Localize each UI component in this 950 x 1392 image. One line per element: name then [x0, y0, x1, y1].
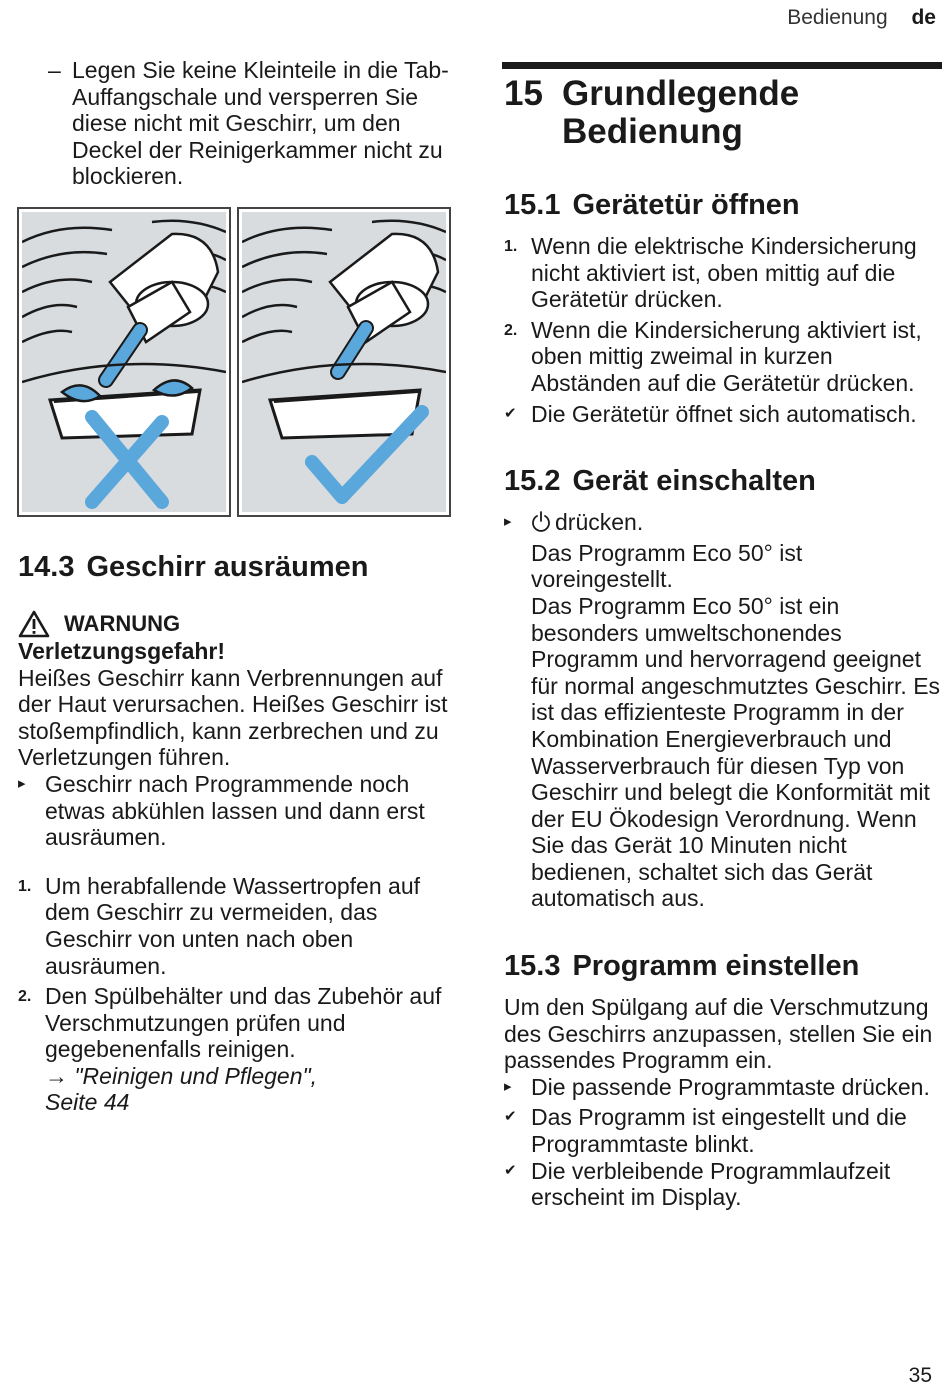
section-14-3-heading — [18, 551, 458, 583]
header-lang: de — [911, 6, 936, 29]
action-text: drücken. — [555, 509, 644, 536]
section-number: 15.3 — [504, 950, 561, 983]
chapter-title-line-1: Grundlegende — [562, 74, 800, 113]
list-item — [18, 873, 458, 979]
step-text: Wenn die elektrische Kindersicherung nicht aktiviert ist, oben mittig auf die Gerätetür drücken. — [531, 233, 917, 313]
step-number: 1. — [504, 238, 518, 255]
result-item — [504, 1104, 942, 1157]
warning-heading — [18, 610, 458, 638]
power-icon — [531, 511, 551, 533]
paragraph: Das Programm Eco 50° ist voreingestellt. — [531, 539, 803, 593]
result-text: Das Programm ist eingestellt und die Programmtaste blinkt. — [531, 1104, 907, 1158]
warning-text: Heißes Geschirr kann Verbrennungen auf der Haut verursachen. Heißes Geschirr ist stoßempfindlich, kann zerbrechen und zu Verletzungen führen. — [18, 664, 448, 771]
result-text: Die Gerätetür öffnet sich automatisch. — [531, 400, 917, 427]
figure-pair — [17, 207, 458, 517]
xref-line-2: Seite 44 — [45, 1089, 130, 1116]
intro-text: Legen Sie keine Kleinteile in die Tab-Auffangschale und versperren Sie diese nicht mit Geschirr, um den Deckel der Reinigerkammer nicht zu blockieren. — [72, 57, 449, 190]
check-icon: ✔ — [504, 404, 517, 422]
triangle-right-icon: ▸ — [18, 774, 26, 792]
chapter-title-line-2: Bedienung — [562, 112, 743, 151]
check-icon: ✔ — [504, 1108, 517, 1126]
step-text: Den Spülbehälter und das Zubehör auf Verschmutzungen prüfen und gegebenenfalls reinigen. — [45, 983, 442, 1063]
check-icon: ✔ — [504, 1161, 517, 1179]
result-text: Die verbleibende Programmlaufzeit erscheint im Display. — [531, 1157, 891, 1211]
warning-triangle-icon — [18, 610, 50, 638]
section-title: Gerät einschalten — [572, 465, 816, 498]
intro-note — [18, 57, 458, 190]
page-number: 35 — [908, 1364, 932, 1387]
figure-wrong — [17, 207, 231, 517]
warning-label: WARNUNG — [64, 610, 181, 636]
action-item — [504, 1074, 942, 1101]
chapter-number: 15 — [504, 74, 543, 113]
section-15-2-heading — [504, 465, 942, 497]
figure-correct — [237, 207, 451, 517]
step-number: 2. — [504, 321, 518, 339]
triangle-right-icon: ▸ — [504, 1077, 512, 1095]
dishwasher-correct-illustration — [242, 212, 446, 512]
action-item — [504, 509, 942, 536]
step-text: Wenn die Kindersicherung aktiviert ist, oben mittig zweimal in kurzen Abständen auf die Gerätetür drücken. — [531, 316, 922, 396]
chapter-rule — [502, 62, 942, 69]
section-title: Programm einstellen — [572, 950, 860, 983]
header-section: Bedienung — [787, 6, 888, 29]
warning-action — [18, 771, 458, 851]
cross-reference-link[interactable] — [45, 1063, 458, 1116]
xref-line-1: → "Reinigen und Pflegen", — [45, 1062, 318, 1089]
warning-action-text: Geschirr nach Programmende noch etwas abkühlen lassen und dann erst ausräumen. — [45, 770, 425, 851]
dash-marker: – — [48, 57, 61, 83]
section-number: 15.1 — [504, 189, 561, 221]
list-item — [18, 983, 458, 1116]
triangle-right-icon: ▸ — [504, 513, 512, 531]
step-number: 1. — [18, 877, 32, 895]
step-number: 2. — [18, 988, 32, 1006]
right-column — [504, 62, 942, 1211]
result-item — [504, 1158, 942, 1211]
list-item — [504, 233, 942, 313]
section-15-1-heading — [504, 189, 942, 221]
left-column — [18, 57, 458, 1116]
list-item — [504, 317, 942, 397]
dishwasher-wrong-illustration — [22, 212, 226, 512]
chapter-heading — [504, 75, 942, 151]
section-number: 14.3 — [18, 550, 75, 583]
page-header — [787, 6, 936, 30]
action-text: Die passende Programmtaste drücken. — [531, 1073, 930, 1100]
section-15-3-heading — [504, 950, 942, 982]
result-item — [504, 401, 942, 428]
paragraph: Um den Spülgang auf die Verschmutzung des Geschirrs anzupassen, stellen Sie ein passendes Programm ein. — [504, 994, 933, 1074]
step-text: Um herabfallende Wassertropfen auf dem Geschirr zu vermeiden, das Geschirr von unten nach oben ausräumen. — [45, 872, 421, 979]
warning-headline: Verletzungsgefahr! — [18, 637, 226, 664]
section-title: Geschirr ausräumen — [86, 550, 369, 583]
paragraph: Das Programm Eco 50° ist ein besonders umweltschonendes Programm und hervorragend geeignet für normal angeschmutztes Geschirr. Es ist das effizienteste Programm in der Kombination Energieverbrauch und Wasserverbrauch für diesen Typ von Geschirr und belegt die Konformität mit der EU Ökodesign Verordnung. Wenn Sie das Gerät 10 Minuten nicht bedienen, schaltet sich das Gerät automatisch aus. — [531, 592, 941, 912]
section-title: Gerätetür öffnen — [572, 189, 800, 221]
section-number: 15.2 — [504, 465, 561, 498]
